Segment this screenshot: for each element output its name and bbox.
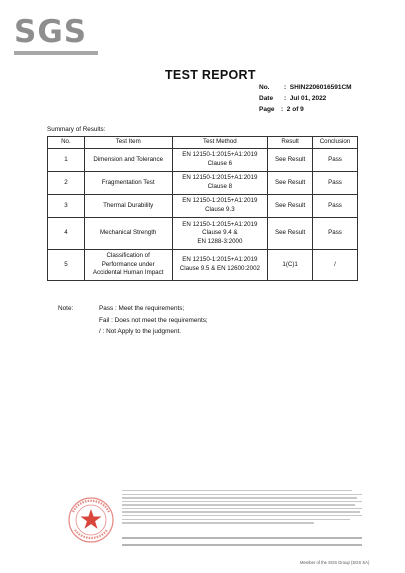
report-meta	[259, 82, 352, 115]
report-title: TEST REPORT	[165, 68, 256, 82]
cell-no: 3	[48, 195, 85, 218]
note-not-apply: / : Not Apply to the judgment.	[99, 328, 182, 335]
cell-no: 4	[48, 218, 85, 250]
header-conclusion: Conclusion	[313, 137, 358, 149]
cell-test-method: EN 12150-1:2015+A1:2019 Clause 9.4 & EN 1288-3:2000	[172, 218, 268, 250]
header-result: Result	[268, 137, 313, 149]
table-row	[48, 218, 358, 250]
cell-test-method: EN 12150-1:2015+A1:2019 Clause 9.5 & EN 12600:2002	[172, 250, 268, 281]
cell-test-item: Mechanical Strength	[84, 218, 172, 250]
notes-list	[99, 303, 299, 338]
cell-conclusion: Pass	[313, 172, 358, 195]
cell-test-method: EN 12150-1:2015+A1:2019 Clause 9.3	[172, 195, 268, 218]
cell-no: 5	[48, 250, 85, 281]
page-indicator: 2 of 9	[286, 106, 304, 113]
table-row	[48, 195, 358, 218]
cell-test-item: Classification of Performance under Accidental Human Impact	[84, 250, 172, 281]
cell-conclusion: /	[313, 250, 358, 281]
header-test-item: Test Item	[84, 137, 172, 149]
footer	[62, 490, 362, 550]
meta-date: Date : Jul 01, 2022	[259, 95, 327, 102]
table-header-row	[48, 137, 358, 149]
notes-label: Note:	[58, 305, 74, 312]
note-pass: Pass : Meet the requirements;	[99, 305, 185, 312]
cell-conclusion: Pass	[313, 149, 358, 172]
legal-disclaimer	[122, 490, 362, 526]
note-fail: Fail : Does not meet the requirements;	[99, 316, 208, 324]
header-no: No.	[48, 137, 85, 149]
cell-no: 1	[48, 149, 85, 172]
summary-heading: Summary of Results:	[47, 126, 106, 133]
meta-number: No. : SHIN2206016591CM	[259, 84, 352, 91]
cell-result: 1(C)1	[268, 250, 313, 281]
cell-test-item: Fragmentation Test	[84, 172, 172, 195]
meta-page: Page : 2 of 9	[259, 106, 304, 113]
table-row	[48, 250, 358, 281]
report-number: SHIN2206016591CM	[289, 84, 352, 91]
cell-test-method: EN 12150-1:2015+A1:2019 Clause 8	[172, 172, 268, 195]
sgs-logo	[14, 14, 106, 54]
inspection-seal-icon	[67, 496, 115, 544]
cell-conclusion: Pass	[313, 218, 358, 250]
cell-conclusion: Pass	[313, 195, 358, 218]
cell-result: See Result	[268, 149, 313, 172]
cell-test-item: Dimension and Tolerance	[84, 149, 172, 172]
cell-result: See Result	[268, 218, 313, 250]
cell-result: See Result	[268, 195, 313, 218]
address-line-en	[122, 537, 362, 539]
results-table	[47, 136, 358, 281]
logo-text: SGS	[14, 14, 88, 50]
logo-underline	[14, 51, 98, 55]
cell-test-item: Thermal Durability	[84, 195, 172, 218]
header-test-method: Test Method	[172, 137, 268, 149]
report-date: Jul 01, 2022	[289, 95, 327, 102]
cell-no: 2	[48, 172, 85, 195]
table-row	[48, 149, 358, 172]
address-line-cn	[122, 544, 362, 546]
table-row	[48, 172, 358, 195]
member-text: Member of the SGS Group (SGS SA)	[300, 560, 370, 565]
cell-test-method: EN 12150-1:2015+A1:2019 Clause 6	[172, 149, 268, 172]
cell-result: See Result	[268, 172, 313, 195]
